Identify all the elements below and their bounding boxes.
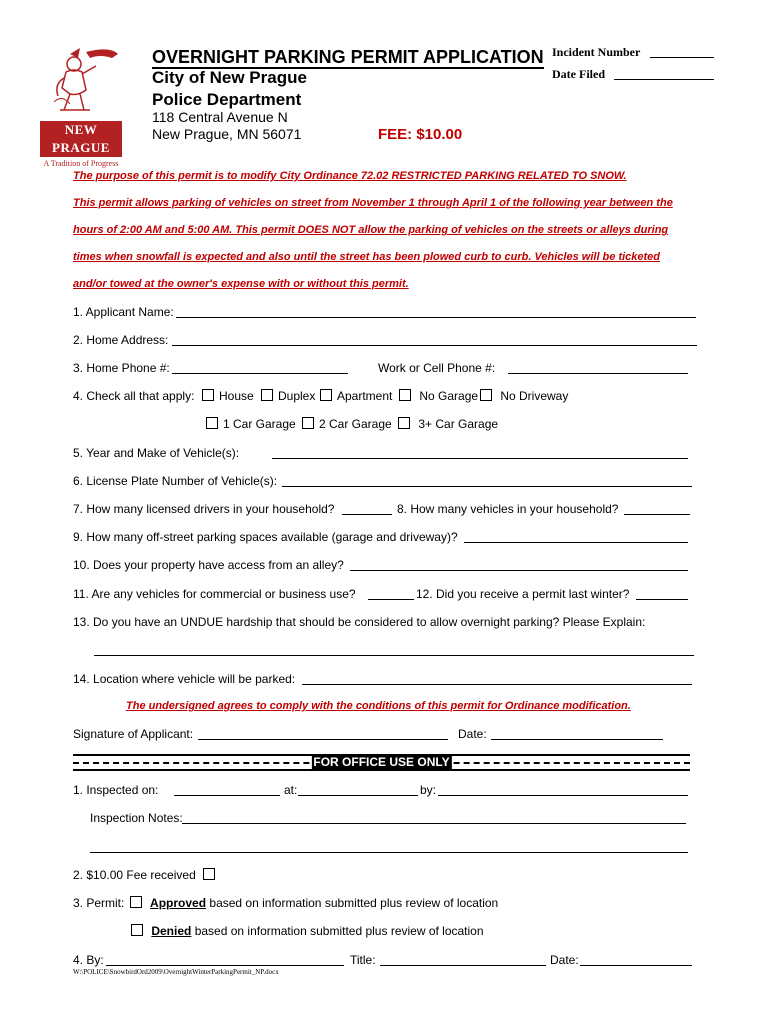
house-checkbox[interactable] [202,389,214,401]
parking-spaces-field[interactable] [464,542,688,543]
license-plate-field[interactable] [282,486,692,487]
commercial-use-field[interactable] [368,599,414,600]
fee-received-label: 2. $10.00 Fee received [73,868,220,882]
denied-checkbox[interactable] [131,924,143,936]
no-driveway-checkbox[interactable] [480,389,492,401]
one-car-checkbox[interactable] [206,417,218,429]
permit-approved-row: 3. Permit: Approved based on information submitted plus review of location [73,896,499,910]
drivers-count-label: 7. How many licensed drivers in your household? [73,502,335,516]
agreement-text: The undersigned agrees to comply with the conditions of this permit for Ordinance modification. [126,700,631,712]
work-phone-label: Work or Cell Phone #: [378,361,496,375]
city-name: City of New Prague [152,68,307,87]
incident-number-label: Incident Number [552,45,641,59]
approver-date-label: Date: [550,953,579,967]
office-use-label: FOR OFFICE USE ONLY [313,755,450,769]
purpose-line-5: and/or towed at the owner's expense with or without this permit. [73,278,409,290]
inspected-by-label: by: [420,783,437,797]
date-filed-label: Date Filed [552,67,605,81]
inspected-on-field[interactable] [174,795,280,796]
signature-field[interactable] [198,739,448,740]
approver-by-field[interactable] [106,965,344,966]
permit-last-winter-label: 12. Did you receive a permit last winter? [416,587,630,601]
address-line-2: New Prague, MN 56071 [152,126,302,142]
signature-label: Signature of Applicant: [73,727,194,741]
approver-title-label: Title: [350,953,376,967]
city-logo [40,44,122,168]
duplex-checkbox[interactable] [261,389,273,401]
approver-by-label: 4. By: [73,953,104,967]
inspected-on-label: 1. Inspected on: [73,783,159,797]
applicant-name-label: 1. Applicant Name: [73,305,174,319]
inspected-at-label: at: [284,783,298,797]
apartment-option[interactable]: Apartment [320,389,392,403]
parking-location-field[interactable] [302,684,692,685]
home-phone-label: 3. Home Phone #: [73,361,170,375]
parking-location-label: 14. Location where vehicle will be parked: [73,672,296,686]
drivers-count-field[interactable] [342,514,392,515]
house-option[interactable]: House [202,389,254,403]
inspection-notes-label: Inspection Notes: [90,811,183,825]
duplex-option[interactable]: Duplex [261,389,315,403]
vehicle-make-label: 5. Year and Make of Vehicle(s): [73,446,240,460]
approved-label: Approved [150,896,207,910]
work-phone-field[interactable] [508,373,688,374]
no-garage-option[interactable]: No Garage [399,389,478,403]
two-car-checkbox[interactable] [302,417,314,429]
parking-spaces-label: 9. How many off-street parking spaces available (garage and driveway)? [73,530,458,544]
license-plate-label: 6. License Plate Number of Vehicle(s): [73,474,278,488]
inspection-notes-field-2[interactable] [90,852,688,853]
knight-icon [40,44,122,116]
commercial-use-label: 11. Are any vehicles for commercial or business use? [73,587,356,601]
logo-name: NEW PRAGUE [40,121,122,157]
apartment-checkbox[interactable] [320,389,332,401]
two-car-option[interactable]: 2 Car Garage [302,417,392,431]
purpose-line-1: The purpose of this permit is to modify City Ordinance 72.02 RESTRICTED PARKING RELATED TO SNOW. [73,170,627,182]
inspected-at-field[interactable] [298,795,418,796]
signature-date-label: Date: [458,727,487,741]
no-garage-checkbox[interactable] [399,389,411,401]
fee-label: FEE: $10.00 [378,126,463,143]
file-path-footer: W:\POLICE\SnowbirdOrd2009\OvernightWinterParkingPermit_NP.docx [73,968,279,976]
department-name: Police Department [152,90,302,109]
alley-access-field[interactable] [350,570,688,571]
fee-received-checkbox[interactable] [203,868,215,880]
hardship-label: 13. Do you have an UNDUE hardship that should be considered to allow overnight parking? Please Explain: [73,615,646,629]
hardship-field[interactable] [94,655,694,656]
home-address-field[interactable] [172,345,697,346]
logo-tagline: A Tradition of Progress [43,159,119,168]
approved-checkbox[interactable] [130,896,142,908]
inspection-notes-field-1[interactable] [182,823,686,824]
permit-denied-row: Denied based on information submitted plus review of location [131,924,484,938]
inspected-by-field[interactable] [438,795,688,796]
permit-last-winter-field[interactable] [636,599,688,600]
three-car-option[interactable]: 3+ Car Garage [398,417,498,431]
office-use-banner [73,754,690,771]
check-all-label: 4. Check all that apply: [73,389,195,403]
incident-number-field[interactable] [650,57,714,58]
one-car-option[interactable]: 1 Car Garage [206,417,296,431]
denied-label: Denied [151,924,192,938]
purpose-line-4: times when snowfall is expected and also until the street has been plowed curb to curb. Vehicles will be ticketed [73,251,661,263]
three-car-checkbox[interactable] [398,417,410,429]
no-driveway-option[interactable]: No Driveway [480,389,568,403]
form-title: OVERNIGHT PARKING PERMIT APPLICATION [152,47,544,67]
vehicles-count-field[interactable] [624,514,690,515]
approver-title-field[interactable] [380,965,546,966]
applicant-name-field[interactable] [176,317,696,318]
date-filed-field[interactable] [614,79,714,80]
alley-access-label: 10. Does your property have access from an alley? [73,558,344,572]
approver-date-field[interactable] [580,965,692,966]
vehicle-make-field[interactable] [272,458,688,459]
purpose-line-2: This permit allows parking of vehicles on street from November 1 through April 1 of the following year between the [73,197,673,209]
purpose-line-3: hours of 2:00 AM and 5:00 AM. This permit DOES NOT allow the parking of vehicles on the streets or alleys during [73,224,669,236]
home-address-label: 2. Home Address: [73,333,169,347]
address-line-1: 118 Central Avenue N [152,109,288,125]
home-phone-field[interactable] [172,373,348,374]
signature-date-field[interactable] [491,739,663,740]
vehicles-count-label: 8. How many vehicles in your household? [397,502,619,516]
